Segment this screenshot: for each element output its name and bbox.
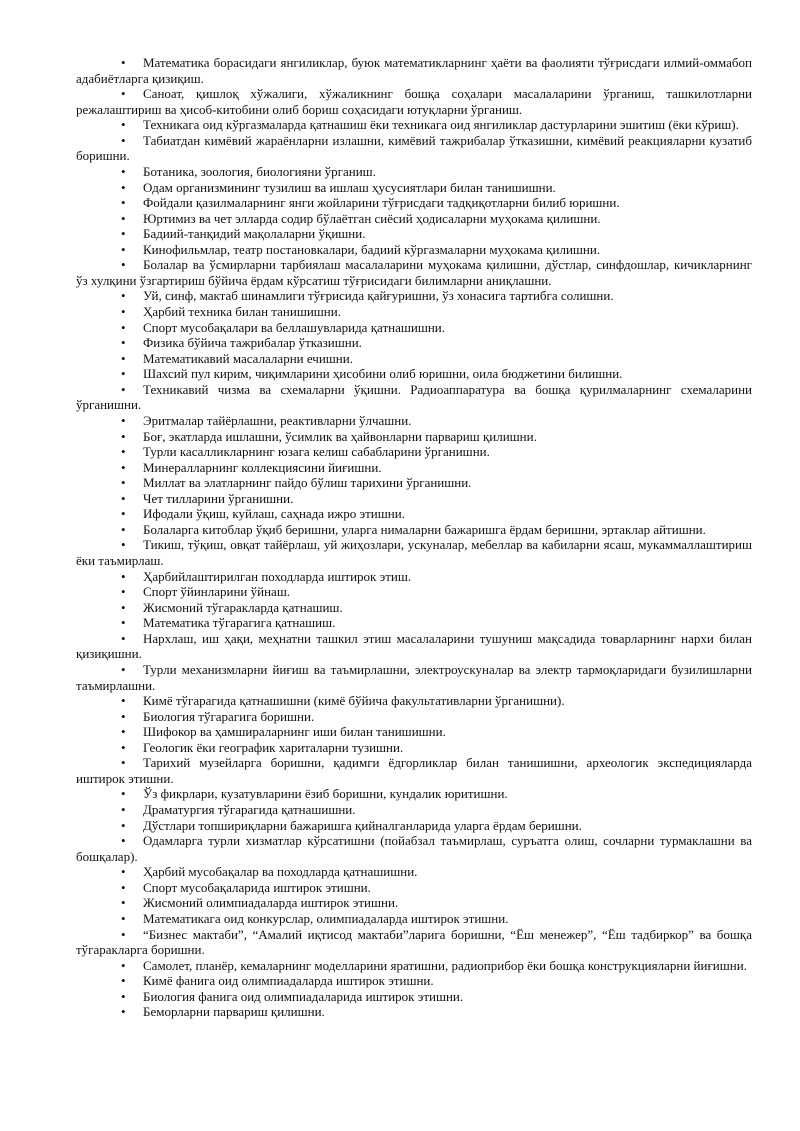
bullet-icon: • — [121, 163, 126, 179]
list-item — [76, 631, 752, 662]
bullet-icon: • — [121, 926, 126, 942]
list-item-text: Одамларга турли хизматлар кўрсатишни (пойабзал таъмирлаш, суръатга олиш, сочларни турмаклашни ва бошқалар). — [76, 833, 752, 864]
list-item-text: Ҳарбий техника билан танишишни. — [143, 304, 341, 319]
bullet-icon: • — [121, 755, 126, 771]
list-item-text: Жисмоний тўгаракларда қатнашиш. — [143, 599, 343, 615]
bullet-icon: • — [121, 86, 126, 102]
bullet-icon: • — [121, 412, 126, 428]
bullet-icon: • — [121, 475, 126, 491]
bullet-icon: • — [121, 319, 126, 335]
list-item — [76, 226, 752, 242]
list-item — [76, 833, 752, 864]
bullet-icon: • — [121, 521, 126, 537]
list-item-text: Турли механизмларни йиғиш ва таъмирлашни, электроускуналар ва электр тармоқларидаги бузилишларни таъмирлашни. — [76, 661, 752, 693]
list-item — [76, 366, 752, 382]
list-item — [76, 693, 752, 709]
bullet-icon: • — [121, 786, 126, 802]
list-item — [76, 880, 752, 896]
list-item — [76, 537, 752, 568]
list-item — [76, 864, 752, 880]
bullet-icon: • — [121, 459, 126, 475]
list-item — [76, 195, 752, 211]
list-item-text: Минералларнинг коллекциясини йиғишни. — [143, 459, 382, 475]
list-item — [76, 491, 752, 507]
list-item-text: Математикавий масалаларни ечишни. — [143, 350, 353, 366]
bullet-icon: • — [121, 879, 126, 895]
bullet-icon: • — [121, 444, 126, 460]
bullet-icon: • — [121, 179, 126, 195]
bullet-icon: • — [121, 366, 126, 382]
list-item — [76, 242, 752, 258]
bullet-icon: • — [121, 599, 126, 615]
bullet-icon: • — [121, 833, 126, 849]
bullet-icon: • — [121, 1004, 126, 1020]
bullet-icon: • — [121, 708, 126, 724]
list-item — [76, 600, 752, 616]
list-item-text: Самолет, планёр, кемаларнинг моделларини яратишни, радиоприбор ёки бошқа конструкцияларни йиғишни. — [143, 957, 747, 973]
bullet-icon: • — [121, 537, 126, 553]
list-item-text: Математика борасидаги янгиликлар, буюк математикларнинг ҳаёти ва фаолияти тўғрисдаги илмий-оммабоп адабиётларга қизиқиш. — [76, 55, 752, 86]
bullet-icon: • — [121, 288, 126, 304]
list-item-text: Ботаника, зоология, биологияни ўрганиш. — [143, 163, 376, 179]
bullet-icon: • — [121, 693, 126, 709]
bullet-icon: • — [121, 490, 126, 506]
list-item-text: Ҳарбий мусобақалар ва походларда қатнашишни. — [143, 864, 418, 880]
bullet-icon: • — [121, 55, 126, 70]
list-item-text: Кинофильмлар, театр постановкалари, бадиий кўргазмаларни муҳокама қилишни. — [143, 241, 601, 257]
list-item-text: Дўстлари топшириқларни бажаришга қийналганларида уларга ёрдам беришни. — [143, 817, 582, 833]
list-item — [76, 1004, 752, 1020]
list-item-text: Ўз фикрлари, кузатувларини ёзиб боришни, кундалик юритишни. — [143, 786, 508, 802]
bullet-list — [76, 55, 752, 1020]
list-item — [76, 55, 752, 86]
list-item — [76, 958, 752, 974]
list-item — [76, 320, 752, 336]
list-item — [76, 304, 752, 320]
bullet-icon: • — [121, 506, 126, 522]
bullet-icon: • — [121, 350, 126, 366]
list-item-text: Ифодали ўқиш, куйлаш, саҳнада ижро этишни. — [143, 506, 405, 522]
list-item — [76, 460, 752, 476]
bullet-icon: • — [121, 615, 126, 631]
list-item-text: Миллат ва элатларнинг пайдо бўлиш тарихини ўрганишни. — [143, 475, 472, 491]
bullet-icon: • — [121, 241, 126, 257]
list-item-text: Биология тўгарагига боришни. — [143, 708, 315, 724]
list-item — [76, 709, 752, 725]
list-item-text: Одам организмининг тузилиш ва ишлаш ҳусусиятлари билан танишишни. — [143, 179, 556, 195]
list-item-text: Спорт мусобақаларида иштирок этишни. — [143, 879, 371, 895]
list-item-text: Биология фанига оид олимпиадаларида иштирок этишни. — [143, 988, 464, 1004]
bullet-icon: • — [121, 132, 126, 148]
list-item — [76, 413, 752, 429]
list-item — [76, 133, 752, 164]
list-item — [76, 475, 752, 491]
list-item — [76, 569, 752, 585]
list-item-text: Нархлаш, иш ҳақи, меҳнатни ташкил этиш масалаларини тушуниш мақсадида товарларнинг нархи билан қизиқишни. — [76, 630, 752, 662]
bullet-icon: • — [121, 195, 126, 211]
bullet-icon: • — [121, 257, 126, 273]
list-item-text: Шахсий пул кирим, чиқимларини ҳисобини олиб юришни, оила бюджетини билишни. — [143, 366, 623, 382]
bullet-icon: • — [121, 428, 126, 444]
bullet-icon: • — [121, 335, 126, 351]
list-item-text: Математикага оид конкурслар, олимпиадаларда иштирок этишни. — [143, 910, 509, 926]
list-item — [76, 802, 752, 818]
list-item — [76, 522, 752, 538]
list-item-text: Математика тўгарагига қатнашиш. — [143, 615, 336, 631]
bullet-icon: • — [121, 210, 126, 226]
bullet-icon: • — [121, 988, 126, 1004]
list-item — [76, 211, 752, 227]
list-item-text: Драматургия тўгарагида қатнашишни. — [143, 802, 356, 817]
list-item-text: Болаларга китоблар ўқиб беришни, уларга нималарни бажаришга ёрдам беришни, эртаклар айтишни. — [143, 521, 706, 537]
bullet-icon: • — [121, 973, 126, 989]
list-item-text: Спорт ўйинларини ўйнаш. — [143, 584, 291, 600]
list-item — [76, 927, 752, 958]
bullet-icon: • — [121, 630, 126, 646]
list-item-text: Юртимиз ва чет элларда содир бўлаётган сиёсий ҳодисаларни муҳокама қилишни. — [143, 210, 601, 226]
list-item — [76, 335, 752, 351]
list-item — [76, 257, 752, 288]
bullet-icon: • — [121, 802, 126, 817]
list-item-text: Техникага оид кўргазмаларда қатнашиш ёки техникага оид янгиликлар дастурларини эшитиш (ёки кўриш). — [143, 117, 739, 133]
list-item-text: Турли касалликларнинг юзага келиш сабабларини ўрганишни. — [143, 444, 490, 460]
list-item-text: Беморларни парвариш қилишни. — [143, 1004, 325, 1020]
list-item-text: Тикиш, тўқиш, овқат тайёрлаш, уй жиҳозлари, ускуналар, мебеллар ва кабиларни ясаш, мукаммаллаштириш ёки таъмирлаш. — [76, 537, 752, 568]
bullet-icon: • — [121, 910, 126, 926]
bullet-icon: • — [121, 381, 126, 397]
list-item-text: Физика бўйича тажрибалар ўтказишни. — [143, 335, 362, 351]
bullet-icon: • — [121, 724, 126, 740]
bullet-icon: • — [121, 895, 126, 911]
bullet-icon: • — [121, 304, 126, 319]
bullet-icon: • — [121, 584, 126, 600]
list-item-text: Саноат, қишлоқ хўжалиги, хўжаликнинг бошқа соҳалари масалаларини ўрганиш, ташкилотларни режалаштириш ва ҳисоб-китобини олиб бориш соҳасидаги ютуқларни ўрганиш. — [76, 86, 752, 117]
list-item — [76, 615, 752, 631]
list-item-text: Чет тилларини ўрганишни. — [143, 490, 294, 506]
list-item-text: Шифокор ва ҳамшираларнинг иши билан танишишни. — [143, 724, 446, 740]
list-item — [76, 724, 752, 740]
list-item-text: Бадиий-танқидий мақолаларни ўқишни. — [143, 226, 366, 242]
list-item-text: Болалар ва ўсмирларни тарбиялаш масалаларини муҳокама қилишни, дўстлар, синфдошлар, кичикларнинг ўз хулқини ўзгартириш бўйича ёрдам кўрсатиш тўғрисидаги билимларни аниқлашни. — [76, 257, 752, 288]
bullet-icon: • — [121, 864, 126, 880]
list-item-text: Техникавий чизма ва схемаларни ўқишни. Радиоаппаратура ва бошқа қурилмаларнинг схемаларини ўрганишни. — [76, 381, 752, 413]
list-item-text: Кимё тўгарагида қатнашишни (кимё бўйича факультативларни ўрганишни). — [143, 693, 565, 709]
list-item — [76, 180, 752, 196]
list-item — [76, 288, 752, 304]
list-item — [76, 895, 752, 911]
bullet-icon: • — [121, 817, 126, 833]
list-item-text: Эритмалар тайёрлашни, реактивларни ўлчашни. — [143, 412, 412, 428]
list-item — [76, 818, 752, 834]
list-item — [76, 755, 752, 786]
list-item-text: Спорт мусобақалари ва беллашувларида қатнашишни. — [143, 319, 446, 335]
list-item — [76, 786, 752, 802]
list-item-text: Фойдали қазилмаларнинг янги жойларини тўғрисдаги тадқиқотларни билиб юришни. — [143, 195, 620, 211]
list-item-text: Геологик ёки географик хариталарни тузишни. — [143, 739, 404, 755]
list-item-text: Жисмоний олимпиадаларда иштирок этишни. — [143, 895, 399, 911]
bullet-icon: • — [121, 568, 126, 584]
bullet-icon: • — [121, 957, 126, 973]
list-item — [76, 444, 752, 460]
list-item-text: Табиатдан кимёвий жараёнларни излашни, кимёвий тажрибалар ўтказишни, кимёвий реакцияларни кузатиб боришни. — [76, 132, 752, 164]
list-item-text: “Бизнес мактаби”, “Амалий иқтисод мактаби”ларига боришни, “Ёш менежер”, “Ёш тадбиркор” ва бошқа тўгаракларга боришни. — [76, 926, 752, 958]
list-item — [76, 117, 752, 133]
bullet-icon: • — [121, 739, 126, 755]
list-item — [76, 911, 752, 927]
document-page — [76, 55, 752, 1020]
list-item — [76, 989, 752, 1005]
list-item — [76, 164, 752, 180]
list-item-text: Уй, синф, мактаб шинамлиги тўғрисида қайғуришни, ўз хонасига тартибга солишни. — [143, 288, 614, 304]
list-item-text: Кимё фанига оид олимпиадаларда иштирок этишни. — [143, 973, 434, 989]
bullet-icon: • — [121, 226, 126, 242]
bullet-icon: • — [121, 661, 126, 677]
list-item — [76, 86, 752, 117]
list-item-text: Тарихий музейларга боришни, қадимги ёдгорликлар билан танишишни, археологик экспедицияларда иштирок этишни. — [76, 755, 752, 786]
list-item — [76, 584, 752, 600]
list-item-text: Боғ, экатларда ишлашни, ўсимлик ва ҳайвонларни парвариш қилишни. — [143, 428, 537, 444]
list-item — [76, 351, 752, 367]
list-item — [76, 662, 752, 693]
list-item — [76, 429, 752, 445]
list-item — [76, 740, 752, 756]
list-item-text: Ҳарбийлаштирилган походларда иштирок этиш. — [143, 568, 412, 584]
list-item — [76, 973, 752, 989]
bullet-icon: • — [121, 117, 126, 133]
list-item — [76, 382, 752, 413]
list-item — [76, 506, 752, 522]
